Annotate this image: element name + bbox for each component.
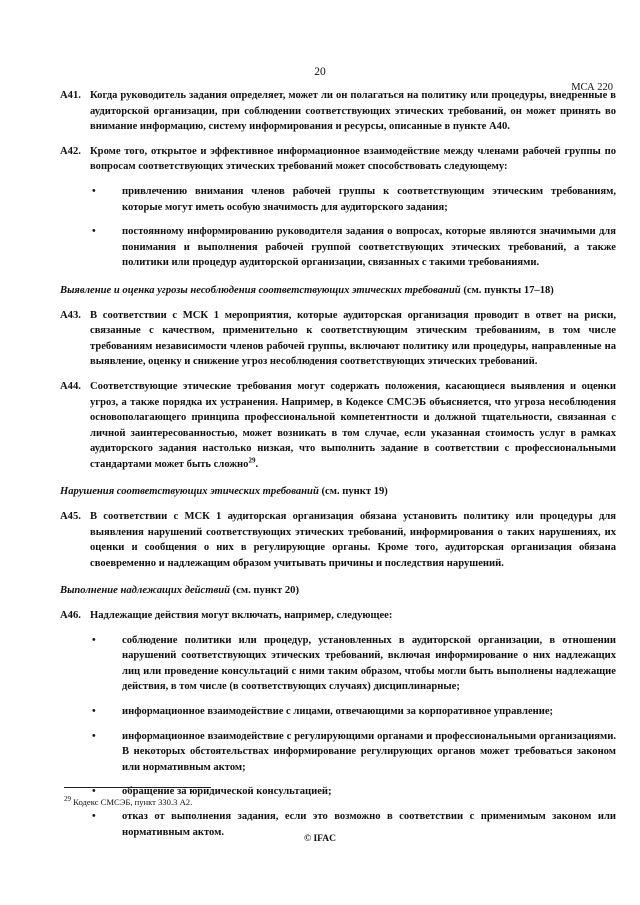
section-heading-threats [60, 283, 616, 299]
footnote-reference[interactable]: 29 [248, 456, 256, 465]
footnote-text: Кодекс СМСЭБ, пункт 330.3 А2. [73, 797, 193, 807]
section-heading-breaches [60, 484, 616, 500]
standard-label: МСА 220 [571, 82, 613, 93]
bullet-icon: • [92, 185, 96, 197]
paragraph-body: Соответствующие этические требования могут содержать положения, касающиеся выявления и оценки угроз, а также порядка их устранения. Например, в Кодексе СМСЭБ объясняется, что угроза несоблюдения основополагающего принципа профессиональной компетентности и должной тщательности, связанная с личной заинтересованностью, может возникать в том случае, если указанная стоимость услуг в рамках аудиторского задания настолько низкая, что выполнить задание в соответствии с профессиональными стандартами может быть сложно [90, 380, 616, 470]
list-item-text: привлечению внимания членов рабочей группы к соответствующим этическим требованиям, которые могут иметь особую значимость для аудиторского задания; [122, 185, 616, 213]
list-item-text: информационное взаимодействие с регулирующими органами и профессиональными организациями. В некоторых обстоятельствах информирование регулирующих органов может требоваться законом или нормативным актом; [122, 730, 616, 773]
paragraph-a41 [60, 88, 616, 135]
list-item-text: соблюдение политики или процедур, установленных в аудиторской организации, в отношении нарушений соответствующих этических требований, включая информирование о них надлежащих лиц или проведение консультаций с ними таким образом, чтобы могли быть выполнены надлежащие действия, в том числе (в соответствующих случаях) дисциплинарные; [122, 634, 616, 693]
copyright-footer: © IFAC [304, 834, 336, 844]
footnote-mark: 29 [64, 795, 71, 804]
footnote-divider [64, 787, 211, 788]
list-item-text: обращение за юридической консультацией; [122, 786, 332, 798]
footnote [64, 797, 192, 807]
bullet-icon: • [92, 706, 96, 717]
paragraph-a43 [60, 308, 616, 370]
a42-bullet-list [90, 184, 616, 271]
section-heading-actions [60, 583, 616, 599]
paragraph-text: В соответствии с МСК 1 мероприятия, которые аудиторская организация проводит в ответ на риски, связанные с качеством, применительно к соответствующим этическим требованиям, в том числе требованиям независимости членов рабочей группы, включают политику или процедуры, направленные на выявление, оценку и снижение угроз несоблюдения соответствующих этических требований. [90, 309, 616, 368]
list-item [90, 224, 616, 271]
paragraph-number: A46. [60, 610, 81, 622]
heading-reference: (см. пункт 20) [232, 585, 299, 597]
bullet-icon: • [92, 226, 96, 238]
page-number: 20 [314, 66, 326, 78]
paragraph-text: Соответствующие этические требования могут содержать положения, касающиеся выявления и оценки угроз, а также порядка их устранения. Например, в Кодексе СМСЭБ объясняется, что угроза несоблюдения основополагающего принципа профессиональной компетентности и должной тщательности, связанная с личной заинтересованностью, может возникать в том случае, если указанная стоимость услуг в рамках аудиторского задания настолько низкая, что выполнить задание в соответствии с профессиональными стандартами может быть сложно$^{29}$. [90, 380, 616, 470]
paragraph-text: Когда руководитель задания определяет, может ли он полагаться на политику или процедуры, внедренные в аудиторской организации, при соблюдении соответствующих этических требований, он может принять во внимание информацию, систему информирования и ресурсы, описанные в пункте A40. [90, 90, 616, 133]
paragraph-number: A41. [60, 90, 81, 101]
paragraph-number: A43. [60, 309, 81, 321]
paragraph-text: Надлежащие действия могут включать, например, следующее: [90, 610, 393, 622]
paragraph-a45 [60, 509, 616, 571]
paragraph-a44 [60, 379, 616, 473]
list-item-text: информационное взаимодействие с лицами, отвечающими за корпоративное управление; [122, 706, 554, 717]
paragraph-number: A44. [60, 380, 81, 392]
list-item [90, 729, 616, 776]
page-content [60, 88, 616, 849]
paragraph-text: В соответствии с МСК 1 аудиторская организация обязана установить политику или процедуры для выявления нарушений соответствующих этических требований, информирования о таких нарушениях, их оценки и сообщения о них в регулирующие органы. Кроме того, аудиторская организация обязана своевременно и надлежащим образом учитывать причины и последствия нарушений. [90, 511, 616, 569]
heading-title: Выявление и оценка угрозы несоблюдения соответствующих этических требований [60, 284, 461, 296]
list-item [90, 704, 616, 720]
paragraph-text: Кроме того, открытое и эффективное информационное взаимодействие между членами рабочей группы по вопросам соответствующих этических требований может способствовать следующему: [90, 145, 616, 173]
list-item [90, 633, 616, 695]
a46-bullet-list [90, 633, 616, 841]
bullet-icon: • [92, 810, 96, 822]
heading-reference: (см. пункт 19) [321, 486, 388, 498]
bullet-icon: • [92, 786, 96, 798]
list-item-text: отказ от выполнения задания, если это возможно в соответствии с применимым законом или нормативным актом. [122, 810, 616, 838]
paragraph-a42 [60, 144, 616, 175]
paragraph-number: A45. [60, 511, 81, 523]
bullet-icon: • [92, 634, 96, 646]
heading-reference: (см. пункты 17–18) [463, 284, 554, 296]
heading-title: Выполнение надлежащих действий [60, 585, 231, 597]
paragraph-a46 [60, 608, 616, 624]
list-item [90, 184, 616, 215]
bullet-icon: • [92, 730, 96, 742]
list-item-text: постоянному информированию руководителя задания о вопросах, которые являются значимыми для понимания и выполнения рабочей группой соответствующих этических требований, а также политики или процедур аудиторской организации, связанных с такими требованиями. [122, 226, 616, 269]
paragraph-number: A42. [60, 145, 81, 157]
heading-title: Нарушения соответствующих этических требований [60, 486, 319, 498]
